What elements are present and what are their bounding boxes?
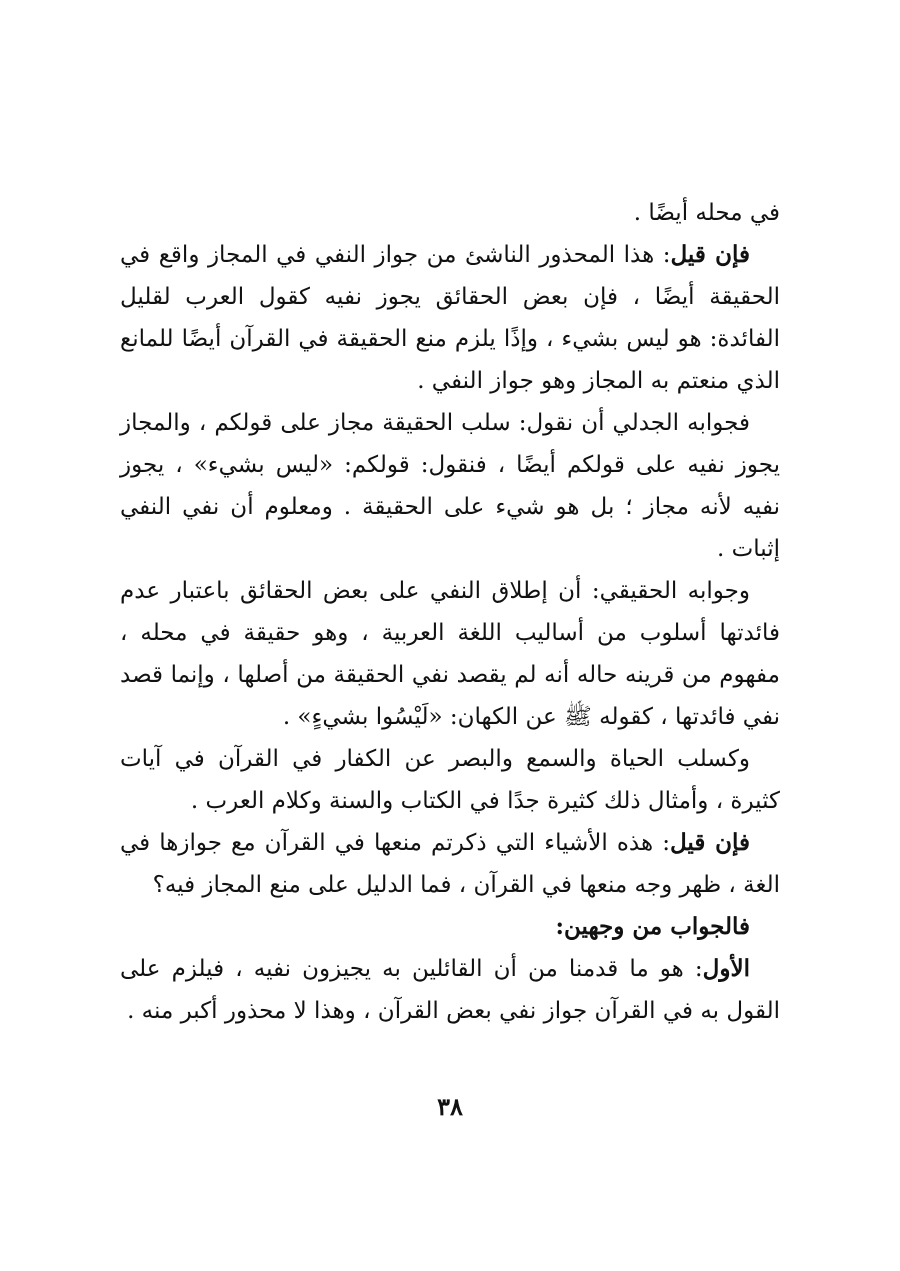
paragraph-text: في محله أيضًا . <box>633 200 780 226</box>
paragraph-examples <box>120 738 780 822</box>
document-body <box>120 192 780 1032</box>
paragraph-lead: فإن قيل <box>670 241 750 268</box>
paragraph-text: : هو ما قدمنا من أن القائلين به يجيزون نفيه ، فيلزم على القول به في القرآن جواز نفي بعض القرآن ، وهذا لا محذور أكبر منه . <box>120 956 780 1024</box>
paragraph-text: وكسلب الحياة والسمع والبصر عن الكفار في القرآن في آيات كثيرة ، وأمثال ذلك كثيرة جدًا في الكتاب والسنة وكلام العرب . <box>120 746 780 814</box>
paragraph-continuation <box>120 192 780 234</box>
paragraph-text: : <box>555 913 564 940</box>
paragraph-text: : هذه الأشياء التي ذكرتم منعها في القرآن مع جوازها في الغة ، ظهر وجه منعها في القرآن ، فما الدليل على منع المجاز فيه؟ <box>120 830 780 898</box>
paragraph-lead: فالجواب من وجهين <box>564 913 750 940</box>
paragraph-true-answer <box>120 570 780 738</box>
paragraph-lead: فإن قيل <box>669 829 750 856</box>
paragraph-lead: الأول <box>702 955 750 982</box>
paragraph-objection-1 <box>120 234 780 402</box>
paragraph-first-point <box>120 948 780 1032</box>
paragraph-objection-2 <box>120 822 780 906</box>
page-number: ٣٨ <box>437 1092 463 1121</box>
paragraph-text: وجوابه الحقيقي: أن إطلاق النفي على بعض الحقائق باعتبار عدم فائدتها أسلوب من أساليب اللغة العربية ، وهو حقيقة في محله ، مفهوم من قرينه حاله أنه لم يقصد نفي الحقيقة من أصلها ، وإنما قصد نفي فائدتها ، كقوله ﷺ عن الكهان: «لَيْسُوا بشيءٍ» . <box>120 578 780 730</box>
paragraph-text: : هذا المحذور الناشئ من جواز النفي في المجاز واقع في الحقيقة أيضًا ، فإن بعض الحقائق يجوز نفيه كقول العرب لقليل الفائدة: هو ليس بشيء ، وإذًا يلزم منع الحقيقة في القرآن أيضًا للمانع الذي منعتم به المجاز وهو جواز النفي . <box>120 242 780 394</box>
paragraph-text: فجوابه الجدلي أن نقول: سلب الحقيقة مجاز على قولكم ، والمجاز يجوز نفيه على قولكم أيضًا ، فنقول: قولكم: «ليس بشيء» ، يجوز نفيه لأنه مجاز ؛ بل هو شيء على الحقيقة . ومعلوم أن نفي النفي إثبات . <box>120 410 780 562</box>
paragraph-dialectical-answer <box>120 402 780 570</box>
paragraph-answer-heading <box>120 906 780 948</box>
